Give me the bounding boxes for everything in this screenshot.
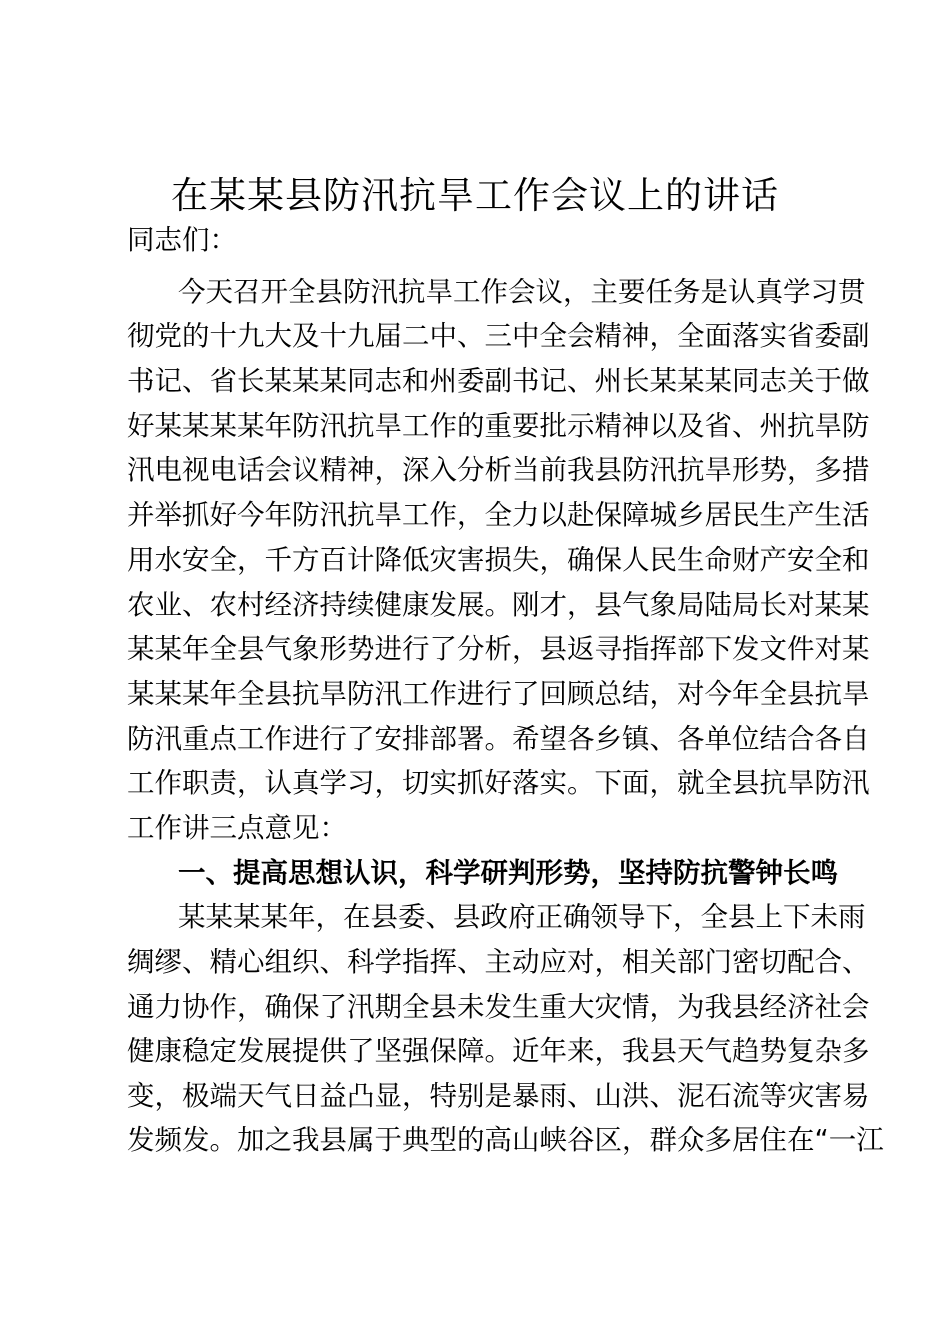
paragraph-line: 某某年全县气象形势进行了分析，县返寻指挥部下发文件对某: [127, 633, 870, 665]
paragraph-line: 某某某某年，在县委、县政府正确领导下，全县上下未雨: [178, 901, 866, 933]
paragraph-line: 今天召开全县防汛抗旱工作会议，主要任务是认真学习贯: [178, 276, 866, 308]
paragraph-line: 工作讲三点意见：: [127, 812, 347, 844]
paragraph-line: 好某某某某年防汛抗旱工作的重要批示精神以及省、州抗旱防: [127, 410, 870, 442]
document-title: 在某某县防汛抗旱工作会议上的讲话: [171, 174, 779, 217]
paragraph-line: 变，极端天气日益凸显，特别是暴雨、山洪、泥石流等灾害易: [127, 1080, 870, 1112]
paragraph-line: 汛电视电话会议精神，深入分析当前我县防汛抗旱形势，多措: [127, 454, 870, 486]
paragraph-line: 并举抓好今年防汛抗旱工作，全力以赴保障城乡居民生产生活: [127, 499, 870, 531]
paragraph-line: 发频发。加之我县属于典型的高山峡谷区，群众多居住在“一江: [127, 1124, 884, 1156]
paragraph-line: 农业、农村经济持续健康发展。刚才，县气象局陆局长对某某: [127, 589, 870, 621]
salutation: 同志们：: [127, 224, 237, 256]
paragraph-line: 某某某年全县抗旱防汛工作进行了回顾总结，对今年全县抗旱: [127, 678, 870, 710]
paragraph-line: 健康稳定发展提供了坚强保障。近年来，我县天气趋势复杂多: [127, 1035, 870, 1067]
paragraph-line: 彻党的十九大及十九届二中、三中全会精神，全面落实省委副: [127, 320, 870, 352]
paragraph-line: 防汛重点工作进行了安排部署。希望各乡镇、各单位结合各自: [127, 723, 870, 755]
paragraph-line: 通力协作，确保了汛期全县未发生重大灾情，为我县经济社会: [127, 991, 870, 1023]
paragraph-line: 绸缪、精心组织、科学指挥、主动应对，相关部门密切配合、: [127, 946, 870, 978]
paragraph-line: 书记、省长某某某同志和州委副书记、州长某某某同志关于做: [127, 365, 870, 397]
paragraph-line: 用水安全，千方百计降低灾害损失，确保人民生命财产安全和: [127, 544, 870, 576]
section-heading: 一、提高思想认识，科学研判形势，坚持防抗警钟长鸣: [178, 857, 838, 889]
paragraph-line: 工作职责，认真学习，切实抓好落实。下面，就全县抗旱防汛: [127, 767, 870, 799]
